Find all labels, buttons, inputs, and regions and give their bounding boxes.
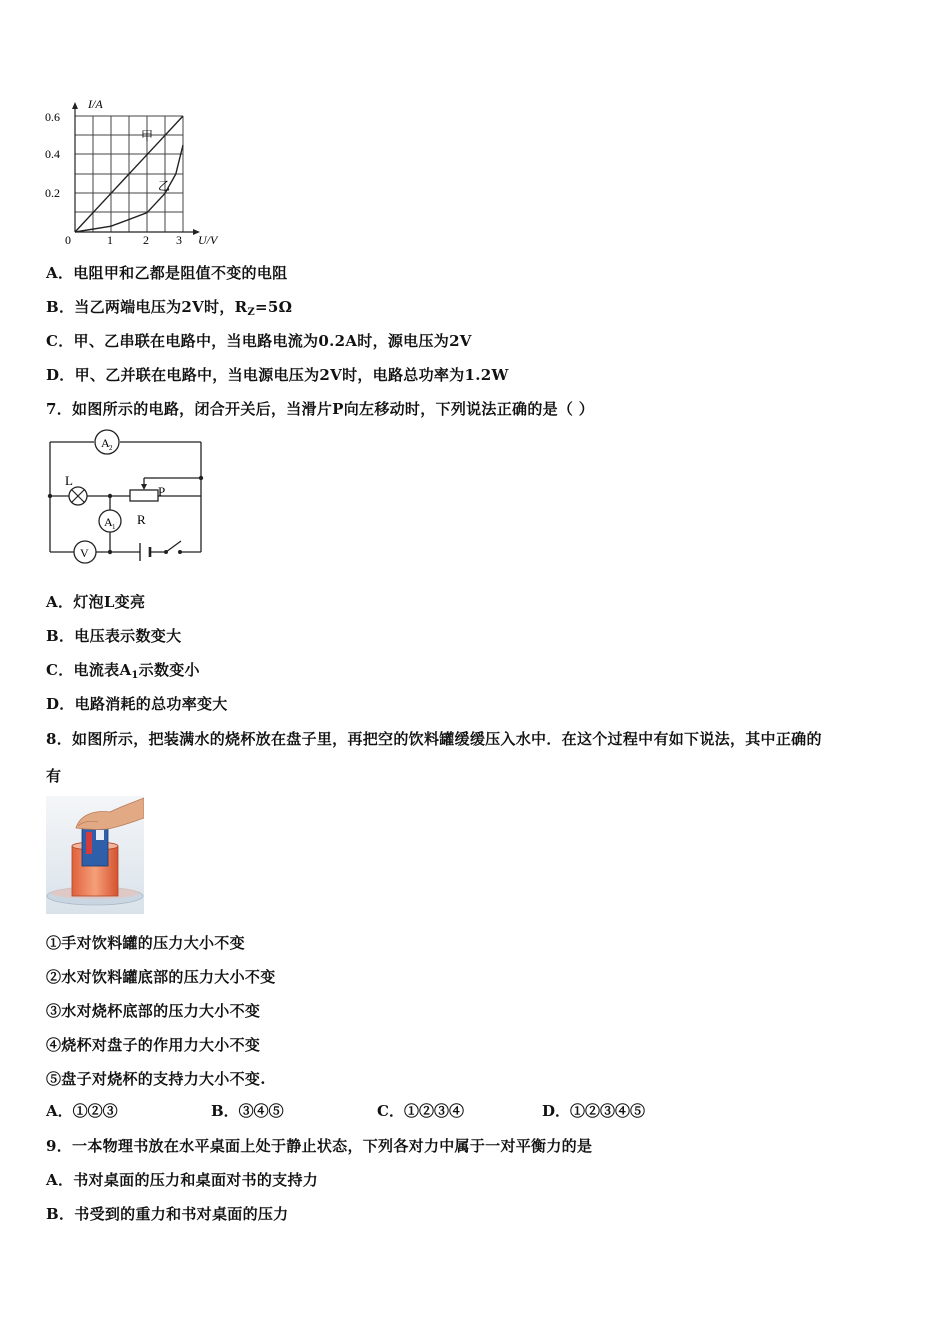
q8-choices bbox=[46, 1100, 746, 1122]
y-tick-label: 0.2 bbox=[45, 186, 60, 200]
curve-yi-label: 乙 bbox=[158, 179, 171, 193]
voltmeter-label: V bbox=[80, 546, 89, 560]
q9-option-a: A．书对桌面的压力和桌面对书的支持力 bbox=[46, 1171, 319, 1189]
switch-icon bbox=[164, 541, 182, 554]
x-tick-label: 1 bbox=[107, 233, 113, 247]
ammeter-a1-sub: 1 bbox=[112, 523, 116, 531]
y-tick-label: 0.6 bbox=[45, 110, 60, 124]
q8-choice-a: A．①②③ bbox=[46, 1102, 118, 1120]
q8-statement-4: ④烧杯对盘子的作用力大小不变 bbox=[46, 1036, 261, 1054]
lamp-label: L bbox=[65, 473, 73, 488]
q8-choice-c: C．①②③④ bbox=[377, 1102, 464, 1120]
lamp-icon bbox=[69, 487, 87, 505]
y-tick-label: 0.4 bbox=[45, 147, 60, 161]
q6-option-a: A．电阻甲和乙都是阻值不变的电阻 bbox=[46, 264, 288, 282]
iu-graph bbox=[40, 96, 240, 248]
q7-option-a: A．灯泡L变亮 bbox=[46, 593, 146, 611]
x-tick-label: 2 bbox=[143, 233, 149, 247]
q6-option-b-text: B．当乙两端电压为2V时，R bbox=[46, 298, 248, 316]
y-axis-label: I/A bbox=[88, 97, 103, 111]
q6-option-d: D．甲、乙并联在电路中，当电源电压为2V时，电路总功率为1.2W bbox=[46, 366, 509, 384]
q6-option-b-sub: Z bbox=[247, 307, 256, 318]
q9-option-b: B．书受到的重力和书对桌面的压力 bbox=[46, 1205, 289, 1223]
x-tick-label: 3 bbox=[176, 233, 182, 247]
q7-option-c-sub: 1 bbox=[131, 670, 139, 681]
q8-choice-d: D．①②③④⑤ bbox=[542, 1102, 646, 1120]
q8-statement-2: ②水对饮料罐底部的压力大小不变 bbox=[46, 968, 276, 986]
q8-stem-line1: 8．如图所示，把装满水的烧杯放在盘子里，再把空的饮料罐缓缓压入水中．在这个过程中有如下说法，其中正确的 bbox=[46, 730, 822, 748]
battery-icon bbox=[140, 543, 150, 561]
ammeter-a2-sub: 2 bbox=[109, 444, 113, 452]
q6-option-c: C．甲、乙串联在电路中，当电路电流为0.2A时，源电压为2V bbox=[46, 332, 472, 350]
q7-option-c-tail: 示数变小 bbox=[138, 661, 200, 679]
beaker-photo bbox=[46, 796, 144, 914]
q8-choice-b: B．③④⑤ bbox=[211, 1102, 284, 1120]
ammeter-a2 bbox=[95, 430, 119, 454]
voltmeter bbox=[74, 541, 96, 563]
resistor-label: R bbox=[137, 512, 146, 527]
q9-stem: 9．一本物理书放在水平桌面上处于静止状态，下列各对力中属于一对平衡力的是 bbox=[46, 1137, 593, 1155]
slider-label: P bbox=[158, 484, 166, 499]
q8-stem-line2: 有 bbox=[46, 767, 62, 785]
q7-option-d: D．电路消耗的总功率变大 bbox=[46, 695, 228, 713]
ammeter-a1-label: A bbox=[104, 515, 113, 529]
rheostat-icon bbox=[130, 478, 201, 501]
curve-jia-label: 甲 bbox=[141, 129, 154, 143]
q8-statement-3: ③水对烧杯底部的压力大小不变 bbox=[46, 1002, 261, 1020]
x-tick-label: 0 bbox=[65, 233, 71, 247]
q6-option-b bbox=[46, 296, 292, 318]
q6-option-b-tail: =5Ω bbox=[255, 298, 293, 316]
x-axis-label: U/V bbox=[198, 233, 218, 247]
q7-option-b: B．电压表示数变大 bbox=[46, 627, 182, 645]
q7-option-c bbox=[46, 659, 200, 681]
q7-stem: 7．如图所示的电路，闭合开关后，当滑片P向左移动时，下列说法正确的是（ ） bbox=[46, 400, 595, 418]
ammeter-a1 bbox=[99, 510, 121, 532]
ammeter-a2-label: A bbox=[101, 436, 110, 450]
q8-statement-5: ⑤盘子对烧杯的支持力大小不变. bbox=[46, 1070, 266, 1088]
circuit-diagram bbox=[44, 428, 214, 568]
q7-option-c-text: C．电流表A bbox=[46, 661, 132, 679]
q8-statement-1: ①手对饮料罐的压力大小不变 bbox=[46, 934, 245, 952]
